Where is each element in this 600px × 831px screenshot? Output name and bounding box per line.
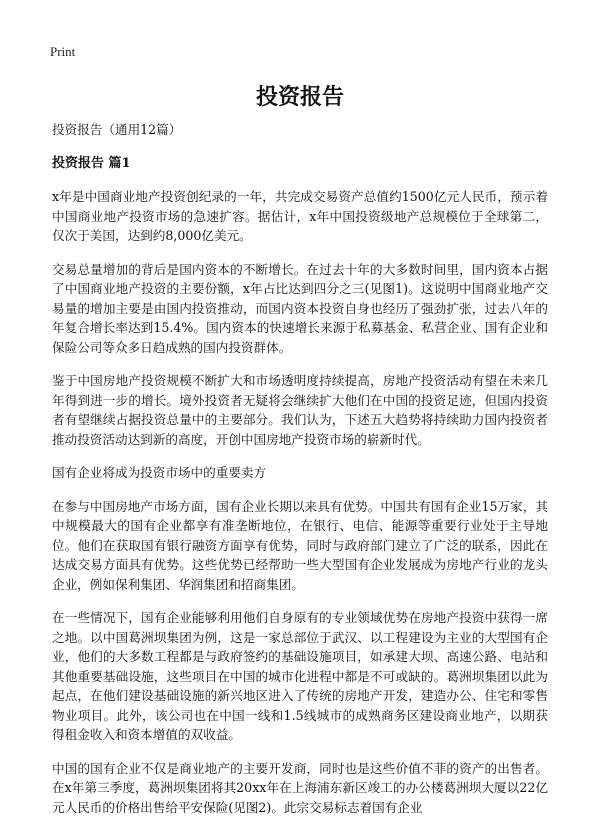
subheading: 国有企业将成为投资市场中的重要卖方 [52,465,267,480]
page-title: 投资报告 [255,84,344,110]
paragraph: 鉴于中国房地产投资规模不断扩大和市场透明度持续提高，房地产投资活动有望在未来几年得到进一步的增长。境外投资者无疑将会继续扩大他们在中国的投资足迹，但国内投资者有望继续占据投资总量中的主要部分。我们认为，下述五大趋势将持续助力国内投资者推动投资活动达到新的高度，开创中国房地产投资市场的崭新时代。 [52,373,548,447]
paragraph: 在参与中国房地产市场方面，国有企业长期以来具有优势。中国共有国有企业15万家，其中规模最大的国有企业都享有准垄断地位，在银行、电信、能源等重要行业处于主导地位。他们在获取国有银行融资方面享有优势，同时与政府部门建立了广泛的联系，因此在达成交易方面具有优势。这些优势已经帮助一些大型国有企业发展成为房地产行业的龙头企业，例如保利集团、华润集团和招商集团。 [52,498,548,592]
paragraph: 交易总量增加的背后是国内资本的不断增长。在过去十年的大多数时间里，国内资本占据了中国商业地产投资的主要份额，x年占比达到四分之三(见图1)。这说明中国商业地产交易量的增加主要是由国内投资推动，而国内资本投资自身也经历了强劲扩张，过去八年的年复合增长率达到15.4%。国内资本的快速增长来源于私募基金、私营企业、国有企业和保险公司等众多日趋成熟的国内投资群体。 [52,261,548,355]
print-link[interactable]: Print [50,44,76,59]
section-heading: 投资报告 篇1 [52,155,131,171]
paragraph: 中国的国有企业不仅是商业地产的主要开发商，同时也是这些价值不菲的资产的出售者。在x年第三季度，葛洲坝集团将其20xx年在上海浦东新区竣工的办公楼葛洲坝大厦以22亿元人民币的价格出售给平安保险(见图2)。此宗交易标志着国有企业 [52,760,548,815]
paragraph: 在一些情况下，国有企业能够利用他们自身原有的专业领域优势在房地产投资中获得一席之地。以中国葛洲坝集团为例，这是一家总部位于武汉、以工程建设为主业的大型国有企业，他们的大多数工程都是与政府签约的基础设施项目，如承建大坝、高速公路、电站和其他重要基础设施，这些项目在中国的城市化进程中都是不可或缺的。葛洲坝集团以此为起点，在他们建设基础设施的新兴地区进入了传统的房地产开发，建造办公、住宅和零售物业项目。此外，该公司也在中国一线和1.5线城市的成熟商务区建设商业地产，以期获得租金收入和资本增值的双收益。 [52,610,548,742]
document-subtitle: 投资报告（通用12篇） [52,122,182,137]
paragraph: x年是中国商业地产投资创纪录的一年，共完成交易资产总值约1500亿元人民币，预示着中国商业地产投资市场的急速扩容。据估计，x年中国投资级地产总规模位于全球第二，仅次于美国，达到约8,000亿美元。 [52,189,548,243]
document-body [52,120,548,831]
